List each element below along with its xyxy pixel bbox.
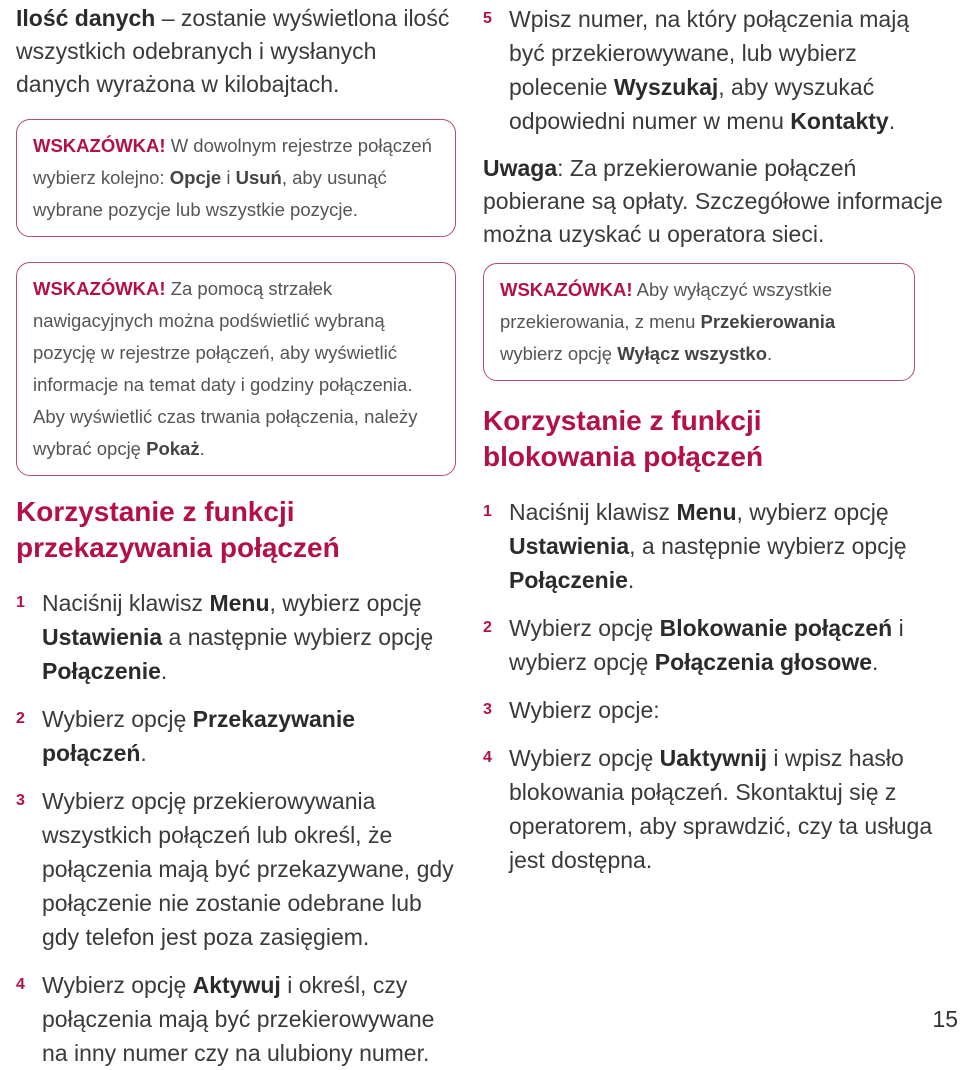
step-text: . <box>160 658 168 684</box>
step-text: , aby wyszukać odpowiedni numer w menu <box>509 74 875 134</box>
right-column <box>483 0 943 877</box>
step-bold: Wyszukaj <box>613 74 719 100</box>
step-text: Wybierz opcję <box>42 706 193 732</box>
tip-text: . <box>767 343 773 364</box>
barring-steps-list <box>483 495 943 877</box>
step-bold: Menu <box>676 499 737 525</box>
step-number: 2 <box>483 619 492 636</box>
step-item <box>483 741 943 877</box>
step-item <box>16 586 456 688</box>
step-text: . <box>888 108 896 134</box>
step-text: Wybierz opcję <box>509 615 660 641</box>
step-number: 5 <box>483 10 492 27</box>
page-number: 15 <box>932 1006 958 1032</box>
tip-text: Za pomocą strzałek nawigacyjnych można podświetlić wybraną pozycję w rejestrze połączeń, aby wyświetlić informacje na temat daty i godziny połączenia. Aby wyświetlić czas trwania połączenia, należy wybrać opcję <box>33 278 418 459</box>
step-number: 2 <box>16 710 25 727</box>
step-text: Naciśnij klawisz <box>42 590 210 616</box>
step-text: Wybierz opcje: <box>509 697 660 723</box>
note-text: : Za przekierowanie połączeń pobierane są opłaty. Szczegółowe informacje można uzyskać u operatora sieci. <box>483 155 943 247</box>
step-text: . <box>627 567 635 593</box>
tip-bold: Wyłącz wszystko <box>617 343 767 364</box>
step-item <box>483 611 943 679</box>
tip-label: WSKAZÓWKA! <box>33 278 166 299</box>
intro-text: – zostanie wyświetlona ilość wszystkich odebranych i wysłanych danych wyrażona w kilobajtach. <box>16 5 450 97</box>
step-text: , a następnie wybierz opcję <box>629 533 907 559</box>
step-bold: Kontakty <box>790 108 889 134</box>
step-item <box>483 2 943 138</box>
step-text: i wpisz hasło blokowania połączeń. Skontaktuj się z operatorem, aby sprawdzić, czy ta usługa jest dostępna. <box>509 745 933 873</box>
tip-box-delete <box>16 119 456 237</box>
forwarding-steps-continued <box>483 2 943 138</box>
intro-term: Ilość danych <box>16 5 156 31</box>
step-text: Wybierz opcję przekierowywania wszystkich połączeń lub określ, że połączenia mają być przekazywane, gdy połączenie nie zostanie odebrane lub gdy telefon jest poza zasięgiem. <box>42 788 454 950</box>
step-number: 4 <box>483 749 492 766</box>
step-text: , wybierz opcję <box>269 590 422 616</box>
tip-option-pokaz: Pokaż <box>146 438 200 459</box>
tip-text: . <box>199 438 205 459</box>
step-bold: Ustawienia <box>509 533 630 559</box>
step-bold: Blokowanie połączeń <box>659 615 893 641</box>
forwarding-steps-list <box>16 586 456 1070</box>
step-bold: Połączenia głosowe <box>654 649 873 675</box>
tip-label: WSKAZÓWKA! <box>500 279 633 300</box>
step-item <box>483 693 943 727</box>
step-number: 3 <box>16 792 25 809</box>
tip-text: Aby wyłączyć wszystkie przekierowania, z menu <box>500 279 832 332</box>
tip-text: wybierz opcję <box>500 343 618 364</box>
step-bold: Połączenie <box>42 658 161 684</box>
tip-option-usun: Usuń <box>235 167 282 188</box>
step-text: i określ, czy połączenia mają być przekierowywane na inny numer czy na ulubiony numer. <box>42 972 435 1066</box>
step-item <box>16 702 456 770</box>
left-column <box>16 0 456 1070</box>
step-bold: Przekazywanie połączeń <box>42 706 355 766</box>
tip-text: , aby usunąć wybrane pozycje lub wszystkie pozycje. <box>33 167 387 220</box>
step-text: i wybierz opcję <box>509 615 904 675</box>
step-number: 1 <box>483 503 492 520</box>
tip-bold: Przekierowania <box>700 311 836 332</box>
section-heading-call-forwarding: Korzystanie z funkcji przekazywania połączeń <box>16 496 340 563</box>
step-item <box>483 495 943 597</box>
step-text: Wybierz opcję <box>509 745 660 771</box>
step-text: . <box>140 740 147 766</box>
step-bold: Aktywuj <box>192 972 281 998</box>
step-text: a następnie wybierz opcję <box>162 624 434 650</box>
note-paragraph <box>483 152 943 251</box>
section-heading-call-barring: Korzystanie z funkcji blokowania połączeń <box>483 405 764 472</box>
step-number: 3 <box>483 701 492 718</box>
step-text: Naciśnij klawisz <box>509 499 677 525</box>
step-text: Wpisz numer, na który połączenia mają być przekierowywane, lub wybierz polecenie <box>509 6 910 100</box>
tip-text: i <box>221 167 236 188</box>
step-item <box>16 784 456 954</box>
step-bold: Połączenie <box>509 567 628 593</box>
tip-text: W dowolnym rejestrze połączeń wybierz kolejno: <box>33 135 432 188</box>
step-number: 1 <box>16 594 25 611</box>
step-text: Wybierz opcję <box>42 972 193 998</box>
tip-label: WSKAZÓWKA! <box>33 135 166 156</box>
step-item <box>16 968 456 1070</box>
note-label: Uwaga <box>483 155 558 181</box>
step-text: . <box>872 649 879 675</box>
tip-box-disable-forwarding <box>483 263 915 381</box>
step-bold: Ustawienia <box>42 624 163 650</box>
step-text: , wybierz opcję <box>736 499 889 525</box>
step-bold: Menu <box>209 590 270 616</box>
tip-option-opcje: Opcje <box>169 167 222 188</box>
step-number: 4 <box>16 976 25 993</box>
intro-paragraph <box>16 2 456 101</box>
step-bold: Uaktywnij <box>659 745 767 771</box>
tip-box-navigation <box>16 262 456 476</box>
